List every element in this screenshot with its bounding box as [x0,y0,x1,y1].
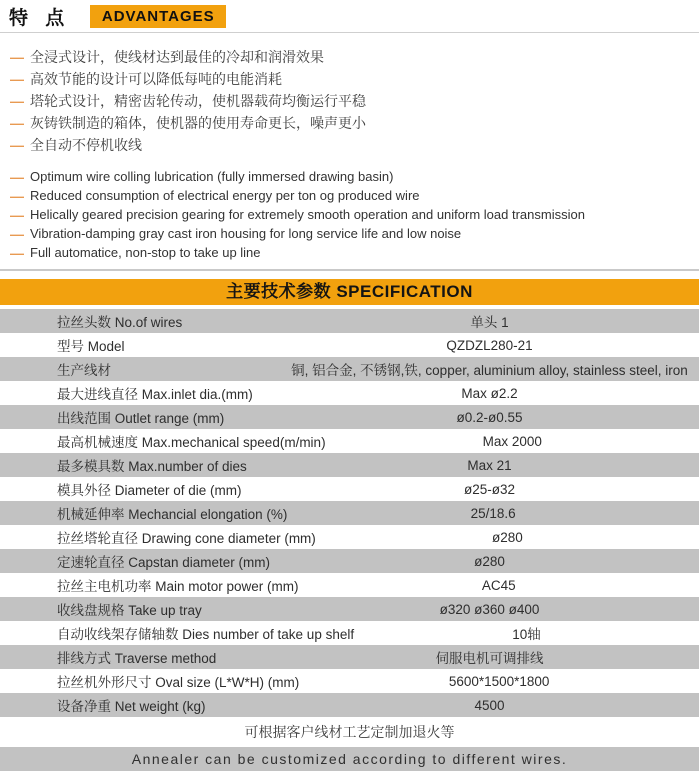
spec-label: 型号 Model [57,339,125,354]
table-row [0,693,699,717]
feature-item [0,134,699,156]
spec-value: Max ø2.2 [461,385,518,401]
dash-bullet-icon: — [10,225,24,242]
spec-value: Max 21 [467,457,512,473]
feature-text: Reduced consumption of electrical energy per ton og produced wire [30,188,420,203]
spec-value: 伺服电机可调排线 [435,651,544,666]
feature-list-en [0,167,699,262]
table-row [0,597,699,621]
feature-text: 全浸式设计，使线材达到最佳的冷却和润滑效果 [30,49,324,65]
table-row [0,429,699,453]
advantages-badge: ADVANTAGES [90,5,226,28]
table-row [0,381,699,405]
spec-section-title: 主要技术参数 SPECIFICATION [0,279,699,305]
feature-item [0,186,699,205]
dash-bullet-icon: — [10,49,24,65]
spec-value: 单头 1 [470,315,509,330]
spec-label: 最多模具数 Max.number of dies [57,459,247,474]
section-divider [0,269,699,271]
feature-text: Helically geared precision gearing for extremely smooth operation and uniform load transmission [30,207,585,222]
feature-item [0,224,699,243]
dash-bullet-icon: — [10,187,24,204]
dash-bullet-icon: — [10,137,24,153]
table-row [0,669,699,693]
dash-bullet-icon: — [10,168,24,185]
table-row [0,501,699,525]
feature-item [0,46,699,68]
spec-label: 拉丝机外形尺寸 Oval size (L*W*H) (mm) [57,675,300,690]
spec-label: 设备净重 Net weight (kg) [57,699,206,714]
spec-table [0,309,699,717]
header [0,0,699,33]
spec-value: ø25-ø32 [463,481,516,497]
table-row [0,453,699,477]
feature-item [0,205,699,224]
spec-value: ø0.2-ø0.55 [456,409,523,425]
feature-item [0,90,699,112]
spec-value: ø280 [474,553,505,569]
table-row [0,549,699,573]
spec-value: Max 2000 [482,433,542,449]
table-row [0,309,699,333]
spec-label: 定速轮直径 Capstan diameter (mm) [57,555,271,570]
spec-label: 机械延伸率 Mechancial elongation (%) [57,507,288,522]
dash-bullet-icon: — [10,244,24,261]
table-row [0,333,699,357]
table-row [0,645,699,669]
spec-value: AC45 [481,577,516,593]
dash-bullet-icon: — [10,93,24,109]
feature-item [0,112,699,134]
customization-note-en: Annealer can be customized according to different wires. [0,747,699,771]
spec-label: 排线方式 Traverse method [57,651,217,666]
dash-bullet-icon: — [10,206,24,223]
spec-value: 4500 [474,697,505,713]
spec-value: 10轴 [512,627,541,642]
spec-label: 拉丝头数 No.of wires [57,315,183,330]
spec-label: 最大进线直径 Max.inlet dia.(mm) [57,387,253,402]
spec-value: 25/18.6 [470,505,516,521]
feature-text: 高效节能的设计可以降低每吨的电能消耗 [30,71,282,87]
table-row [0,477,699,501]
spec-value: 5600*1500*1800 [448,673,550,689]
spec-value: ø320 ø360 ø400 [439,601,540,617]
feature-text: 灰铸铁制造的箱体，使机器的使用寿命更长，噪声更小 [30,115,366,131]
spec-label: 模具外径 Diameter of die (mm) [57,483,242,498]
feature-item [0,68,699,90]
table-row [0,405,699,429]
spec-label: 拉丝塔轮直径 Drawing cone diameter (mm) [57,531,316,546]
spec-value: 铜, 铝合金, 不锈钢,铁, copper, aluminium alloy, stainless steel, iron [291,363,688,378]
spec-label: 出线范围 Outlet range (mm) [57,411,225,426]
spec-label: 最高机械速度 Max.mechanical speed(m/min) [57,435,326,450]
table-row [0,525,699,549]
table-row [0,621,699,645]
feature-list-cn [0,46,699,156]
spec-label: 生产线材 [57,363,111,378]
feature-text: Vibration-damping gray cast iron housing for long service life and low noise [30,226,462,241]
page-title: 特 点 [9,7,67,29]
spec-value: ø280 [492,529,523,545]
table-row [0,357,699,381]
spec-label: 拉丝主电机功率 Main motor power (mm) [57,579,299,594]
spec-label: 收线盘规格 Take up tray [57,603,202,618]
feature-text: 全自动不停机收线 [30,137,142,153]
dash-bullet-icon: — [10,71,24,87]
feature-item [0,167,699,186]
dash-bullet-icon: — [10,115,24,131]
feature-text: Full automatice, non-stop to take up line [30,245,261,260]
feature-text: Optimum wire colling lubrication (fully immersed drawing basin) [30,169,394,184]
spec-value: QZDZL280-21 [446,337,533,353]
feature-text: 塔轮式设计，精密齿轮传动，使机器载荷均衡运行平稳 [30,93,366,109]
feature-item [0,243,699,262]
customization-note-cn: 可根据客户线材工艺定制加退火等 [244,724,455,740]
spec-label: 自动收线架存储轴数 Dies number of take up shelf [57,627,355,642]
table-row [0,573,699,597]
